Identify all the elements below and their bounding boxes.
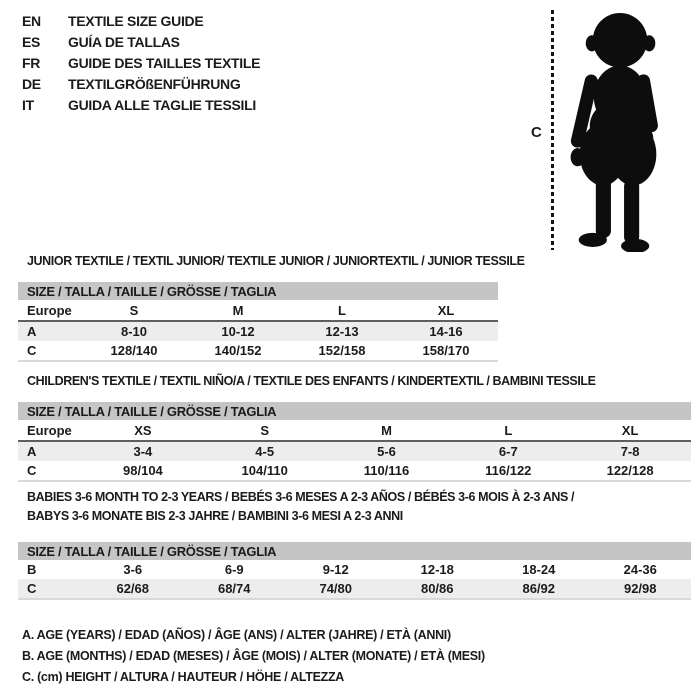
size-cell: 140/152	[186, 341, 290, 361]
size-cell: M	[186, 300, 290, 321]
size-band-row	[18, 282, 498, 300]
size-cell: 110/116	[326, 461, 448, 481]
row-label: C	[18, 461, 82, 481]
size-band-row	[18, 402, 691, 420]
height-measure-dotted-line	[551, 10, 554, 250]
size-cell: 104/110	[204, 461, 326, 481]
row-label: C	[18, 579, 82, 599]
toddler-silhouette-icon	[563, 10, 671, 252]
size-cell: 14-16	[394, 321, 498, 341]
size-cell: 98/104	[82, 461, 204, 481]
size-cell: 74/80	[285, 579, 387, 599]
size-table-children	[18, 402, 691, 482]
size-cell: 5-6	[326, 441, 448, 461]
size-band-row	[18, 542, 691, 560]
footnote-c: C. (cm) HEIGHT / ALTURA / HAUTEUR / HÖHE / ALTEZZA	[22, 670, 345, 684]
size-cell: 7-8	[569, 441, 691, 461]
language-row-fr	[22, 55, 260, 76]
size-cell: 9-12	[285, 560, 387, 579]
footnote-a: A. AGE (YEARS) / EDAD (AÑOS) / ÂGE (ANS) / ALTER (JAHRE) / ETÀ (ANNI)	[22, 628, 451, 642]
size-cell: 6-9	[184, 560, 286, 579]
table-row-c	[18, 461, 691, 481]
row-label: A	[18, 321, 82, 341]
table-title: BABYS 3-6 MONATE BIS 2-3 JAHRE / BAMBINI 3-6 MESI A 2-3 ANNI	[27, 509, 403, 523]
height-measure-label: C	[531, 124, 542, 141]
size-table-section-babies	[18, 488, 691, 600]
size-cell: XL	[569, 420, 691, 441]
language-label: GUÍA DE TALLAS	[68, 34, 180, 50]
size-cell: 18-24	[488, 560, 590, 579]
size-cell: 92/98	[590, 579, 692, 599]
size-band-label: SIZE / TALLA / TAILLE / GRÖSSE / TAGLIA	[18, 402, 691, 420]
size-table-section-children	[18, 372, 691, 482]
size-table-babies	[18, 542, 691, 600]
size-cell: 8-10	[82, 321, 186, 341]
size-cell: 68/74	[184, 579, 286, 599]
size-cell: M	[326, 420, 448, 441]
table-row-a	[18, 321, 498, 341]
language-code: ES	[22, 34, 41, 50]
table-row-c	[18, 341, 498, 361]
size-cell: 122/128	[569, 461, 691, 481]
size-cell: 86/92	[488, 579, 590, 599]
language-row-es	[22, 34, 260, 55]
size-cell: 158/170	[394, 341, 498, 361]
size-cell: L	[290, 300, 394, 321]
size-cell: 116/122	[447, 461, 569, 481]
size-cell: 80/86	[387, 579, 489, 599]
language-row-it	[22, 97, 260, 118]
table-title: JUNIOR TEXTILE / TEXTIL JUNIOR/ TEXTILE JUNIOR / JUNIORTEXTIL / JUNIOR TESSILE	[27, 254, 525, 268]
row-label: Europe	[18, 300, 82, 321]
size-cell: 12-18	[387, 560, 489, 579]
child-figure	[515, 8, 695, 256]
size-cell: 152/158	[290, 341, 394, 361]
size-cell: XS	[82, 420, 204, 441]
size-cell: L	[447, 420, 569, 441]
size-cell: 10-12	[186, 321, 290, 341]
language-label: GUIDA ALLE TAGLIE TESSILI	[68, 97, 256, 113]
size-cell: 62/68	[82, 579, 184, 599]
row-label: A	[18, 441, 82, 461]
table-row-c	[18, 579, 691, 599]
size-cell: 4-5	[204, 441, 326, 461]
table-row-b	[18, 560, 691, 579]
language-code: FR	[22, 55, 41, 71]
language-label: TEXTILGRÖßENFÜHRUNG	[68, 76, 241, 92]
size-cell: 3-6	[82, 560, 184, 579]
table-title: CHILDREN'S TEXTILE / TEXTIL NIÑO/A / TEXTILE DES ENFANTS / KINDERTEXTIL / BAMBINI TESSILE	[27, 374, 596, 388]
row-label: B	[18, 560, 82, 579]
table-row-europe	[18, 300, 498, 321]
size-band-label: SIZE / TALLA / TAILLE / GRÖSSE / TAGLIA	[18, 282, 498, 300]
row-label: Europe	[18, 420, 82, 441]
size-cell: 128/140	[82, 341, 186, 361]
size-table-section-junior	[18, 252, 525, 362]
table-row-europe	[18, 420, 691, 441]
size-cell: S	[82, 300, 186, 321]
size-cell: 12-13	[290, 321, 394, 341]
table-row-a	[18, 441, 691, 461]
language-row-de	[22, 76, 260, 97]
size-cell: XL	[394, 300, 498, 321]
size-cell: 24-36	[590, 560, 692, 579]
legend-notes	[22, 625, 485, 688]
size-cell: 3-4	[82, 441, 204, 461]
size-band-label: SIZE / TALLA / TAILLE / GRÖSSE / TAGLIA	[18, 542, 691, 560]
language-code: DE	[22, 76, 41, 92]
language-label: GUIDE DES TAILLES TEXTILE	[68, 55, 261, 71]
row-label: C	[18, 341, 82, 361]
language-list	[22, 13, 260, 118]
language-label: TEXTILE SIZE GUIDE	[68, 13, 204, 29]
language-code: EN	[22, 13, 41, 29]
table-title: BABIES 3-6 MONTH TO 2-3 YEARS / BEBÉS 3-6 MESES A 2-3 AÑOS / BÉBÉS 3-6 MOIS À 2-3 ANS /	[27, 490, 575, 504]
size-cell: 6-7	[447, 441, 569, 461]
language-code: IT	[22, 97, 34, 113]
language-row-en	[22, 13, 260, 34]
size-cell: S	[204, 420, 326, 441]
size-table-junior	[18, 282, 498, 362]
footnote-b: B. AGE (MONTHS) / EDAD (MESES) / ÂGE (MOIS) / ALTER (MONATE) / ETÀ (MESI)	[22, 649, 485, 663]
